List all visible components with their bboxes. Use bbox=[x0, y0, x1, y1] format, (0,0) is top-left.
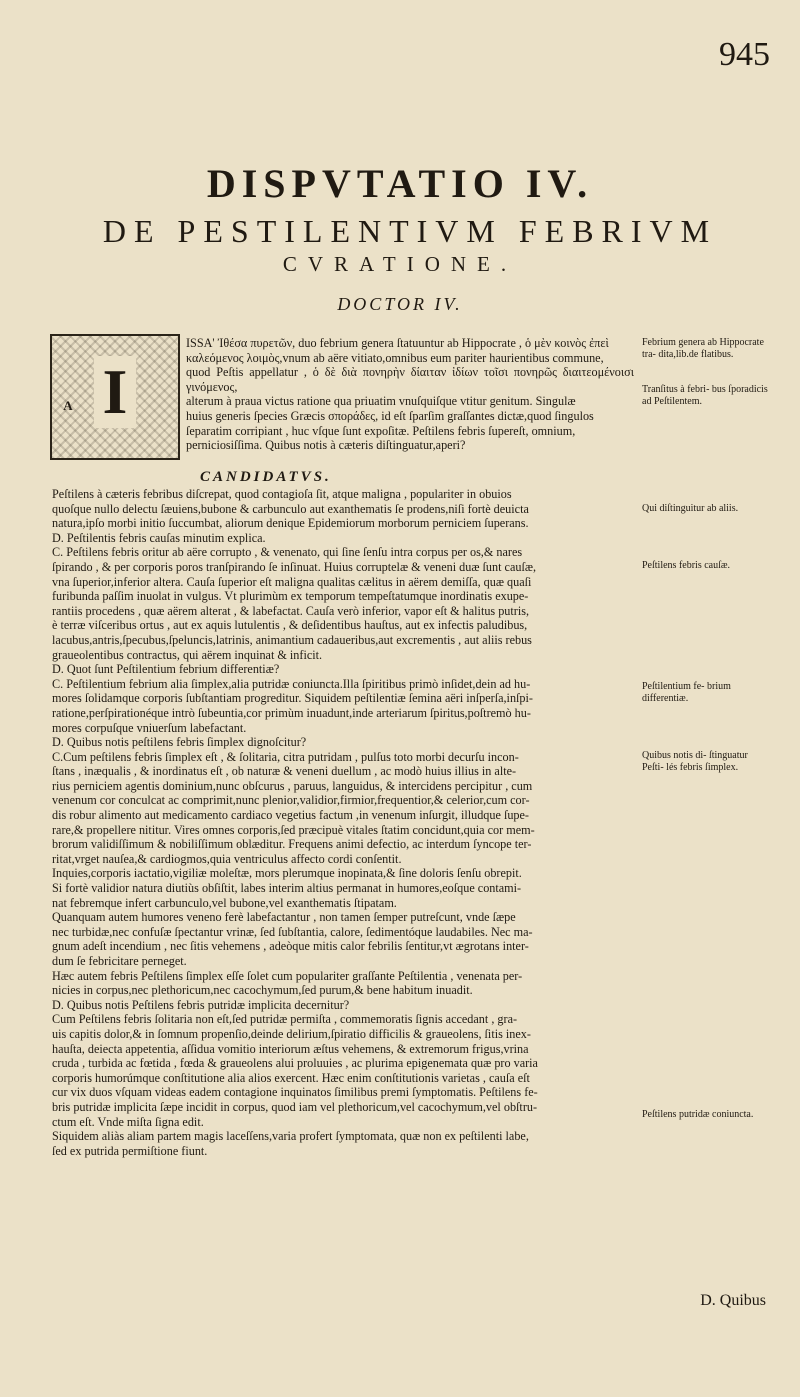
text-line: ratione,perſpirationéque intrò ſubeuntia,cor primùm inuadunt,inde arteriarum ſpiritus,poſtremò hu- bbox=[52, 705, 531, 720]
text-line: ſeparatim corripiant , huc vſque ſunt expoſitæ. Peſtilens febris ſupereſt, omnium, bbox=[186, 423, 576, 438]
text-line: C.Cum peſtilens febris ſimplex eſt , & ſolitaria, citra putridam , pulſus toto morbi decurſu incon- bbox=[52, 749, 519, 764]
intro-paragraph bbox=[186, 336, 634, 453]
margin-note: Peſtilens febris cauſæ. bbox=[642, 560, 731, 571]
text-line: dis robur alimento aut medicamento cardiaco vegetius factum ,in venenum inſurgit, illudque ſupe- bbox=[52, 808, 529, 823]
candidatus-heading: CANDIDATVS. bbox=[200, 469, 332, 485]
text-line: quoſque nullo delectu ſæuiens,bubone & carbunculo aut exanthematis ſe prodens,niſi fortè deuicta bbox=[52, 501, 529, 516]
text-line: dum ſe febricitare perneget. bbox=[52, 954, 187, 968]
text-line: lacubus,antris,ſpecubus,ſpeluncis,latrinis, animantium cadaueribus,aut excrementis , aut aliis rebus bbox=[52, 632, 532, 647]
text-line: Siquidem aliàs aliam partem magis laceſſens,varia profert ſymptomata, quæ non ex peſtilenti labe, bbox=[52, 1129, 529, 1144]
text-line: Si fortè validior natura diutiùs obſiſtit, labes interim altius permanat in humores,eoſque contami- bbox=[52, 881, 522, 896]
text-line: bris putridæ implicita ſæpe incidit in corpus, quod iam vel plethoricum,vel cacochymum,vel obſtru- bbox=[52, 1099, 538, 1114]
text-line: nat febremque infert carbunculo,vel bubone,vel exanthematis ſtipatam. bbox=[52, 895, 397, 910]
text-line: D. Quibus notis peſtilens febris ſimplex dignoſcitur? bbox=[52, 735, 307, 750]
text-line: D. Peſtilentis febris cauſas minutim explica. bbox=[52, 530, 266, 545]
text-line: C. Peſtilens febris oritur ab aëre corrupto , & venenato, qui ſine ſenſu intra corpus per os,& nares bbox=[52, 545, 523, 560]
text-line: D. Quibus notis Peſtilens febris putridæ implicita decernitur? bbox=[52, 997, 350, 1012]
text-line: brorum validiſſimum & nobiliſſimum oblæditur. Frequens animi defectio, ac interdum ſyncope ter- bbox=[52, 837, 532, 852]
disputation-subtitle-2: CVRATIONE. bbox=[282, 252, 518, 276]
margin-note: Qui diſtinguitur ab aliis. bbox=[642, 503, 739, 514]
text-line: perniciosiſſima. Quibus notis à cæteris diſtinguatur,aperi? bbox=[186, 438, 466, 453]
text-line: uis capitis dolor,& in ſomnum propenſio,deinde delirium,ſpiratio difficilis & graueolens, ſitis inex- bbox=[52, 1026, 531, 1041]
text-line: rare,& propellere nititur. Vires omnes corporis,ſed præcipuè vitales ſtatim concidunt,quia cor mem- bbox=[52, 822, 535, 837]
decorated-initial bbox=[50, 334, 180, 460]
text-line: alterum à praua victus ratione qua priuatim vnuſquiſque vtitur genitum. Singulæ bbox=[186, 394, 576, 409]
text-line: nicies in corpus,nec plethoricum,nec cacochymum,ſed purum,& bene habitum inuadit. bbox=[52, 983, 473, 998]
disputation-subtitle: DE PESTILENTIVM FEBRIVM bbox=[102, 213, 718, 249]
text-line: cruda , turbida ac fœtida , fœda & graueolens alui proluuies , ac plurima epigenemata quæ pro varia bbox=[52, 1056, 538, 1071]
text-line: cur vix duos vſquam videas eadem contagione inquinatos ſimilibus premi ſymptomatis. Peſtilens fe- bbox=[52, 1085, 538, 1100]
text-line: ISSA' Ἰθέσα πυρετῶν, duo febrium genera ſtatuuntur ab Hippocrate , ὁ μὲν κοινὸς ἐπεὶ bbox=[186, 336, 609, 350]
text-line: vna ſuperior,inferior altera. Cauſa ſuperior eſt maligna qualitas cælitus in aërem demiſſa, quæ quaſi bbox=[52, 574, 532, 589]
text-line: ſed ex putrida permiſtione fiunt. bbox=[52, 1143, 208, 1158]
text-line: Peſtilens à cæteris febribus diſcrepat, quod contagioſa ſit, atque maligna , populariter in obuios bbox=[52, 487, 512, 501]
text-line: rius perniciem agentis dominium,nunc obſcurus , paruus, languidus, & intercidens percipitur , cum bbox=[52, 778, 533, 793]
text-line: hauſta, deiecta appetentia, aſſidua vomitio interiorum æſtus vehemens, & extremorum frigus,vrina bbox=[52, 1041, 529, 1056]
text-line: Inquies,corporis iactatio,vigiliæ moleſtæ, mors plerumque inopinata,& ſine doloris ſenſu obrepit. bbox=[52, 866, 522, 881]
catchword: D. Quibus bbox=[700, 1292, 766, 1309]
text-line: ctum eſt. Vnde miſta ſigna edit. bbox=[52, 1114, 204, 1129]
page-number: 945 bbox=[719, 36, 770, 73]
text-line: huius generis ſpecies Græcis σποράδες, id eſt ſparſim graſſantes dictæ,quod ſingulos bbox=[186, 408, 594, 423]
text-line: natura,ipſo morbi initio ſuccumbat, aliorum denique Epidemiorum morborum perniciem ſuperans. bbox=[52, 516, 529, 531]
text-line: καλεόμενος λοιμὸς,vnum ab aëre vitiato,omnibus eum pariter haurientibus commune, bbox=[186, 350, 604, 365]
initial-letter: I bbox=[94, 356, 136, 428]
text-line: ritat,vrget nauſea,& cardiogmos,quia ventriculus affecto cordi conſentit. bbox=[52, 851, 402, 866]
speaker-heading: DOCTOR IV. bbox=[337, 294, 463, 314]
margin-note: Tranſitus à febri- bus ſporadicis ad Peſtilentem. bbox=[642, 384, 768, 407]
margin-note: Peſtilentium fe- brium differentiæ. bbox=[642, 681, 731, 704]
text-line: rantiis procedens , quæ aërem alterat , & labefactat. Cauſa verò inferior, vapor eſt & halitus putris, bbox=[52, 603, 530, 618]
text-line: corporis humorúmque conſtitutione alia alios exercent. Hæc enim conſtitutionis varietas , cauſa eſt bbox=[52, 1070, 530, 1085]
text-line: Quanquam autem humores veneno ferè labefactantur , non tamen ſemper putreſcunt, vnde ſæpe bbox=[52, 910, 516, 925]
text-line: nec turbidæ,nec confuſæ ſpectantur vrinæ, ſed ſubſtantia, calore, ſedimentóque laudabiles. Nec ma- bbox=[52, 924, 533, 939]
text-line: D. Quot ſunt Peſtilentium febrium differentiæ? bbox=[52, 662, 280, 677]
main-text bbox=[52, 487, 634, 1158]
margin-note: Febrium genera ab Hippocrate tra- dita,lib.de flatibus. bbox=[642, 337, 764, 360]
text-line: graueolentibus contractus, qui aërem inquinat & inficit. bbox=[52, 647, 323, 662]
text-line: mores corpuſque vniuerſum labefactant. bbox=[52, 720, 247, 735]
text-line: quod Peſtis appellatur , ὁ δὲ διὰ πονηρὴν δίαιταν ἰδίων τοῖσι πονηρῶς διαιτεομένοισι γινόμενος, bbox=[186, 365, 634, 394]
text-line: ſtans , inæqualis , & inordinatus eſt , ob naturæ & veneni duellum , ac modò huius illius in alte- bbox=[52, 764, 517, 779]
text-line: ſpirando , & per corporis poros tranſpirando ſe inſinuat. Huius corruptelæ & veneni duæ ſunt cauſæ, bbox=[52, 559, 537, 574]
margin-note: Peſtilens putridæ coniuncta. bbox=[642, 1109, 754, 1120]
text-line: è terræ viſceribus ortus , aut ex aquis lutulentis , & deſidentibus hauſtus, aut ex infectis paludibus, bbox=[52, 618, 528, 633]
text-line: Cum Peſtilens febris ſolitaria non eſt,ſed putridæ permiſta , commemoratis ſignis accedant , gra- bbox=[52, 1012, 518, 1027]
text-line: mores ſolidamque corporis ſubſtantiam progreditur. Siquidem peſtilentiæ ſemina aëri inſperſa,inſpi- bbox=[52, 691, 533, 706]
margin-note: Quibus notis di- ſtinguatur Peſti- lés febris ſimplex. bbox=[642, 750, 748, 773]
initial-mark: A bbox=[63, 398, 73, 413]
text-line: Hæc autem febris Peſtilens ſimplex eſſe ſolet cum populariter graſſante Peſtilentia , venenata per- bbox=[52, 968, 523, 983]
text-line: C. Peſtilentium febrium alia ſimplex,alia putridæ coniuncta.Illa ſpiritibus primò inſidet,dein ad hu- bbox=[52, 676, 531, 691]
text-line: venenum cor conculcat ac comprimit,nunc plenior,validior,firmior,frequentior,& celerior,cum cor- bbox=[52, 793, 530, 808]
disputation-title: DISPVTATIO IV. bbox=[206, 161, 594, 206]
text-line: furibunda paſſim inuolat in vulgus. Vt plurimùm ex temporum tempeſtatumque inordinatis exupe- bbox=[52, 589, 529, 604]
text-line: gnum adeſt incendium , nec ſitis vehemens , adeòque mitis calor febrilis ſentitur,vt ægrotans inter- bbox=[52, 939, 529, 954]
